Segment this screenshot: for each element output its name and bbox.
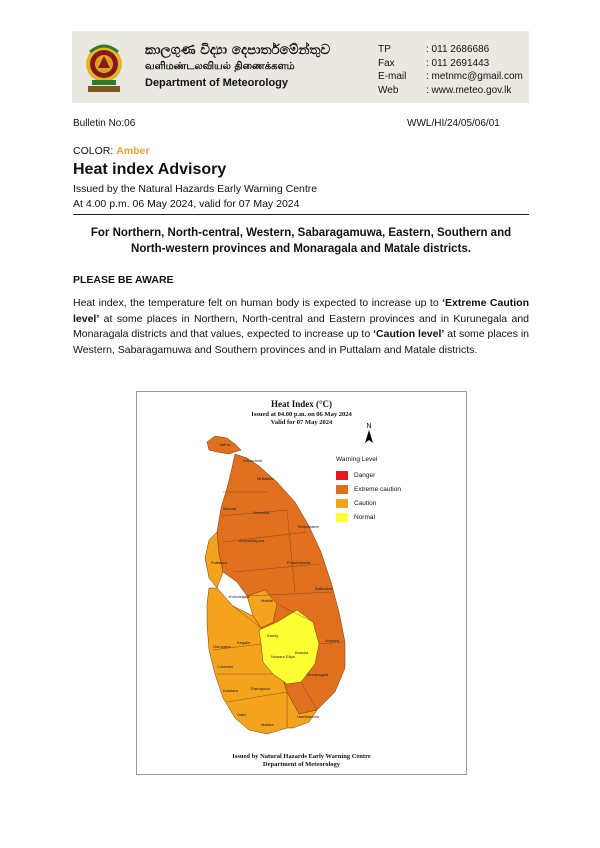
affected-areas: For Northern, North-central, Western, Sabaragamuwa, Eastern, Southern and North-western provinces and Monaragala and Matale districts.	[90, 227, 512, 255]
contact-row: Fax : 011 2691443	[378, 57, 490, 69]
org-name-english: Department of Meteorology	[145, 77, 289, 89]
org-name-sinhala: කාලගුණ විද්‍යා දෙපාර්තමේන්තුව	[145, 42, 331, 58]
sri-lanka-emblem-icon	[84, 40, 124, 96]
contact-row: TP : 011 2686686	[378, 44, 490, 55]
map-valid: Valid for 07 May 2024	[270, 419, 333, 426]
email-link[interactable]: : metnmc@gmail.com	[426, 71, 523, 82]
legend-item: Extreme caution	[336, 482, 401, 496]
contact-row: E-mail : metnmc@gmail.com	[378, 71, 523, 82]
svg-text:Mannar: Mannar	[223, 506, 237, 511]
website-link[interactable]: : www.meteo.gov.lk	[426, 84, 512, 96]
color-level-value: Amber	[116, 145, 150, 157]
svg-text:Matara: Matara	[261, 722, 274, 727]
org-name-tamil: வளிமண்டலவியல் திணைக்களம்	[145, 61, 295, 72]
bulletin-number: Bulletin No:06	[73, 118, 136, 129]
svg-text:N: N	[366, 423, 372, 430]
heat-index-map	[136, 391, 467, 775]
map-footer-dept: Department of Meteorology	[262, 761, 341, 768]
svg-text:Kegalle: Kegalle	[237, 640, 251, 645]
divider	[73, 214, 529, 215]
svg-text:Jaffna: Jaffna	[219, 442, 230, 447]
svg-text:Kalutara: Kalutara	[223, 688, 238, 693]
contact-block	[378, 43, 523, 97]
svg-text:Kurunegala: Kurunegala	[229, 594, 250, 599]
aware-heading: PLEASE BE AWARE	[73, 274, 174, 286]
bulletin-reference: WWL/HI/24/05/06/01	[407, 118, 500, 129]
svg-text:Ratnapura: Ratnapura	[251, 686, 270, 691]
map-footer-issuer: Issued by Natural Hazards Early Warning Centre	[232, 753, 371, 760]
svg-text:Trincomalee: Trincomalee	[297, 524, 319, 529]
legend-item: Caution	[336, 496, 401, 510]
advisory-paragraph: Heat index, the temperature felt on human body is expected to increase up to ‘Extreme Caution level’ at some places in Northern, North-central and Eastern provinces and in Kurunegala and Monaragala districts and that values, expected to increase up to ‘Caution level’ at some places in Western, Sabaragamuwa and Southern provinces and in Puttalam and Matale districts.	[73, 297, 529, 356]
contact-row: Web : www.meteo.gov.lk	[378, 84, 512, 96]
svg-text:Gampaha: Gampaha	[213, 644, 231, 649]
issued-info: Issued by the Natural Hazards Early Warning Centre At 4.00 p.m. 06 May 2024, valid for 07 May 2024	[73, 183, 318, 210]
svg-text:Monaragala: Monaragala	[307, 672, 329, 677]
letterhead	[72, 31, 529, 103]
legend-item: Danger	[336, 468, 401, 482]
svg-text:Matale: Matale	[261, 598, 274, 603]
legend-title: Warning Level	[336, 456, 378, 463]
sri-lanka-map	[137, 392, 466, 774]
svg-text:Kandy: Kandy	[267, 633, 279, 638]
north-arrow-icon	[365, 423, 373, 443]
color-level: COLOR: Amber	[73, 145, 150, 157]
svg-text:Badulla: Badulla	[295, 650, 309, 655]
svg-text:Polonnaruwa: Polonnaruwa	[287, 560, 311, 565]
svg-text:Puttalam: Puttalam	[211, 560, 227, 565]
map-title: Heat Index (°C)	[270, 399, 333, 409]
svg-text:Mullaitivu: Mullaitivu	[257, 476, 274, 481]
svg-text:Nuwara Eliya: Nuwara Eliya	[271, 654, 295, 659]
svg-text:Vavuniya: Vavuniya	[253, 510, 270, 515]
advisory-title: Heat index Advisory	[73, 161, 227, 178]
svg-text:Galle: Galle	[237, 712, 247, 717]
svg-text:Anuradhapura: Anuradhapura	[239, 538, 265, 543]
svg-text:Hambantota: Hambantota	[297, 714, 319, 719]
map-issued: Issued at 04.00 p.m. on 06 May 2024	[251, 411, 352, 418]
svg-text:Kilinochchi: Kilinochchi	[243, 458, 263, 463]
svg-text:Batticaloa: Batticaloa	[315, 586, 333, 591]
legend-item: Normal	[336, 510, 401, 524]
map-legend	[336, 456, 401, 524]
svg-text:Ampara: Ampara	[325, 638, 340, 643]
svg-text:Colombo: Colombo	[217, 664, 234, 669]
